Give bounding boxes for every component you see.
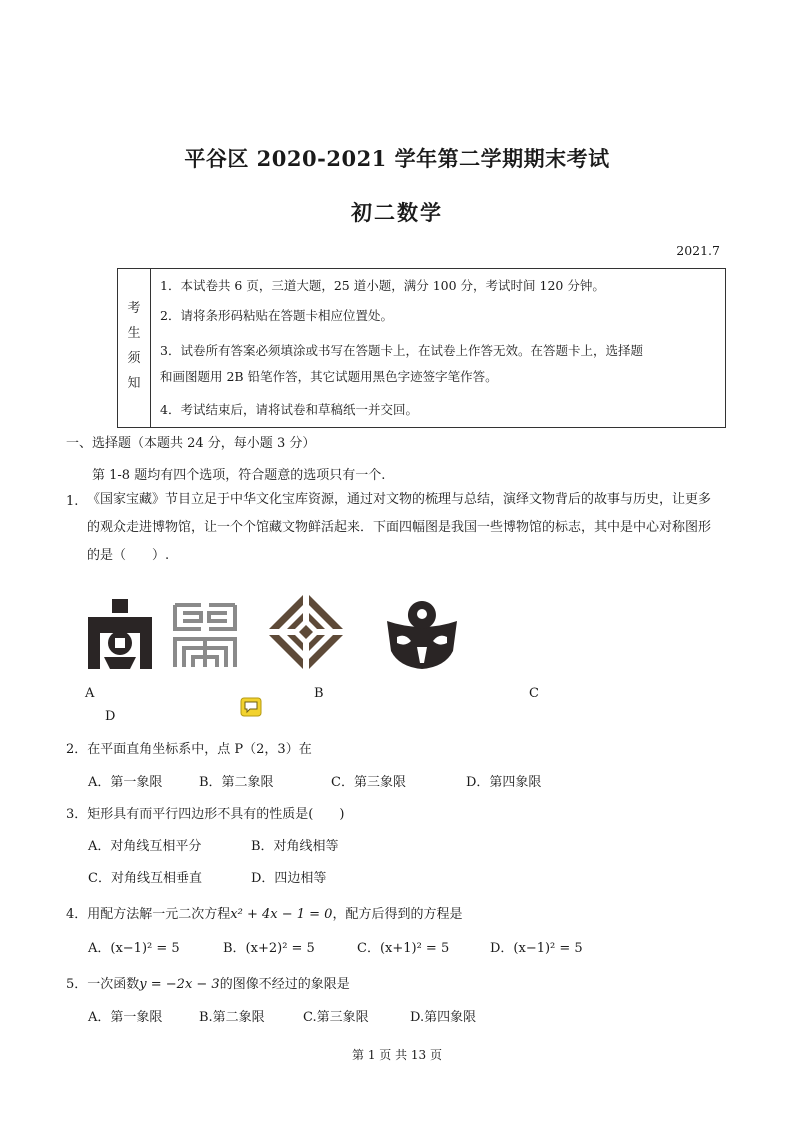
notice-side-char: 考 xyxy=(127,301,141,316)
q5-stem-suffix: 的图像不经过的象限是 xyxy=(219,977,350,992)
q4-equation: x² + 4x − 1 = 0 xyxy=(230,907,333,922)
q4-stem-prefix: 4．用配方法解一元二次方程 xyxy=(66,907,231,922)
notice-item: 3．试卷所有答案必须填涂或书写在答题卡上，在试卷上作答无效。在答题卡上，选择题 xyxy=(160,343,643,358)
q2-stem: 2．在平面直角坐标系中，点 P（2，3）在 xyxy=(66,742,312,757)
museum-logo-b xyxy=(172,601,238,669)
exam-date: 2021.7 xyxy=(676,243,720,258)
q4-stem-suffix: ，配方后得到的方程是 xyxy=(332,907,463,922)
q3-option-b: B．对角线相等 xyxy=(251,839,339,854)
q4-option-d: D．(x−1)² = 5 xyxy=(490,941,583,956)
q5-option-c: C.第三象限 xyxy=(303,1010,369,1025)
logo-b-stroke xyxy=(175,605,201,629)
q5-stem xyxy=(66,973,350,992)
notice-side-char: 知 xyxy=(127,376,141,391)
notice-item: 和画图题用 2B 铅笔作答，其它试题用黑色字迹签字笔作答。 xyxy=(160,369,498,384)
exam-subject: 初二数学 xyxy=(351,200,443,225)
logo-b-stroke xyxy=(209,613,227,621)
notice-item: 1．本试卷共 6 页，三道大题，25 道小题，满分 100 分，考试时间 120 分钟。 xyxy=(160,278,605,293)
q4-option-c: C．(x+1)² = 5 xyxy=(357,941,450,956)
logo-b-stroke xyxy=(209,605,235,629)
museum-logo-a xyxy=(84,599,156,669)
q1-text: 《国家宝藏》节目立足于中华文化宝库资源，通过对文物的梳理与总结，演绎文物背后的故事与历史，让更多的观众走进博物馆，让一个个馆藏文物鲜活起来．下面四幅图是我国一些博物馆的标志，其中是中心对称图形的是（ ）. xyxy=(87,492,712,563)
q4-stem xyxy=(66,903,462,922)
q2-option-b: B．第二象限 xyxy=(199,775,274,790)
q5-option-d: D.第四象限 xyxy=(410,1010,477,1025)
q1-label-c: C xyxy=(529,686,539,701)
q1-label-d: D xyxy=(105,709,116,724)
q5-stem-prefix: 5．一次函数 xyxy=(66,977,140,992)
notice-item: 4．考试结束后，请将试卷和草稿纸一并交回。 xyxy=(160,402,418,417)
q1-label-a: A xyxy=(85,686,95,701)
comment-icon[interactable] xyxy=(240,697,262,717)
q3-option-c: C．对角线互相垂直 xyxy=(88,871,202,886)
q2-option-a: A．第一象限 xyxy=(88,775,163,790)
q1-number: 1. xyxy=(66,494,79,509)
notice-side-char: 生 xyxy=(127,326,141,341)
notice-item: 2．请将条形码粘贴在答题卡相应位置处。 xyxy=(160,308,393,323)
q2-option-d: D．第四象限 xyxy=(466,775,542,790)
q1-label-b: B xyxy=(314,686,324,701)
q5-option-b: B.第二象限 xyxy=(199,1010,265,1025)
q4-option-b: B．(x+2)² = 5 xyxy=(223,941,315,956)
notice-side-label xyxy=(118,269,151,427)
q2-option-c: C．第三象限 xyxy=(331,775,406,790)
logo-a-base xyxy=(104,657,136,669)
museum-logo-d xyxy=(383,601,461,669)
section-instruction: 第 1-8 题均有四个选项，符合题意的选项只有一个. xyxy=(92,468,386,483)
q5-option-a: A．第一象限 xyxy=(88,1010,163,1025)
page-footer: 第 1 页 共 13 页 xyxy=(352,1048,442,1062)
q5-equation: y = −2x − 3 xyxy=(139,977,220,992)
logo-a-cap xyxy=(112,599,128,613)
logo-b-stroke xyxy=(183,613,201,621)
notice-side-char: 须 xyxy=(127,351,141,366)
q3-stem: 3．矩形具有而平行四边形不具有的性质是( ) xyxy=(66,807,345,822)
q3-option-a: A．对角线互相平分 xyxy=(88,839,202,854)
museum-logo-c xyxy=(264,590,348,674)
logo-a-coin-hole xyxy=(115,638,125,648)
q4-option-a: A．(x−1)² = 5 xyxy=(88,941,180,956)
q3-option-d: D．四边相等 xyxy=(251,871,327,886)
notice-box xyxy=(117,268,726,428)
exam-title: 平谷区 2020-2021 学年第二学期期末考试 xyxy=(184,146,610,171)
section-heading: 一、选择题（本题共 24 分，每小题 3 分） xyxy=(66,436,316,451)
logo-d-eye xyxy=(417,609,427,619)
